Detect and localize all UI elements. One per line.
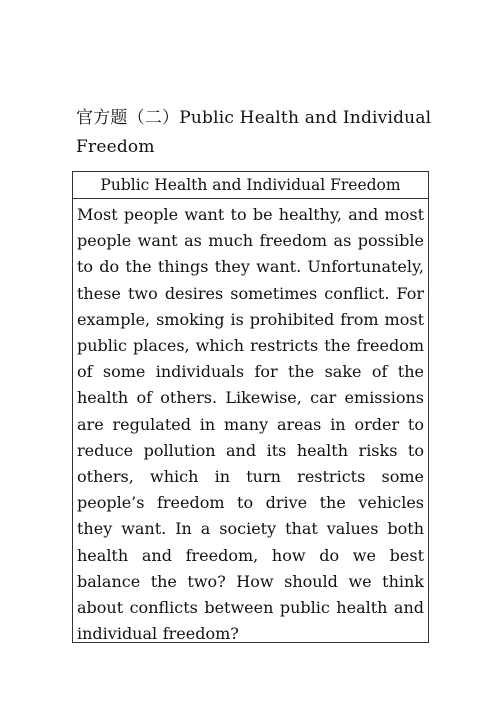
prompt-title: Public Health and Individual Freedom	[73, 172, 428, 199]
essay-prompt-box	[72, 171, 429, 643]
prompt-body: Most people want to be healthy, and most people want as much freedom as possible to do the things they want. Unfortunately, these two desires sometimes conflict. For example, smoking is prohibited from most public places, which restricts the freedom of some individuals for the sake of the health of others. Likewise, car emissions are regulated in many areas in order to reduce pollution and its health risks to others, which in turn restricts some people’s freedom to drive the vehicles they want. In a society that values both health and freedom, how do we best balance the two? How should we think about conflicts between public health and individual freedom?	[77, 205, 424, 644]
document-heading: 官方题（二）Public Health and Individual Freedom	[76, 108, 432, 157]
